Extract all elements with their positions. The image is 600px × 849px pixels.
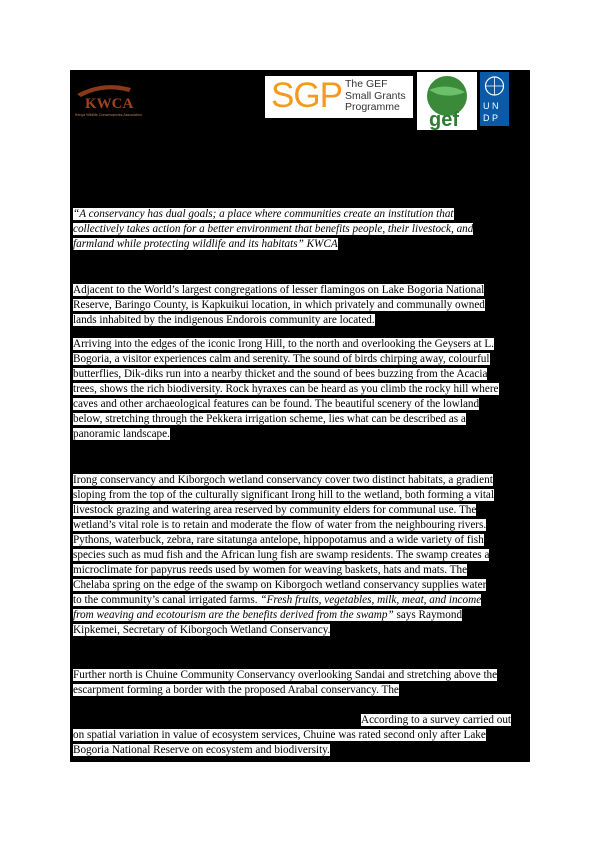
- para3-line-7: microclimate for papyrus reeds used by women for weaving baskets, hats and mats. The: [73, 564, 468, 576]
- para5-line-1: According to a survey carried out: [361, 714, 512, 726]
- undp-line-2: D P: [483, 113, 499, 123]
- sgp-logo: [265, 76, 413, 118]
- kwca-logo-text: KWCA: [85, 96, 134, 112]
- quote-line-3: farmland while protecting wildlife and its habitats” KWCA: [73, 238, 338, 250]
- para3-line-4: wetland’s vital role is to retain and moderate the flow of water from the neighbouring rivers.: [73, 519, 487, 531]
- para3-quote-part-1: “Fresh fruits, vegetables, milk, meat, and income: [260, 594, 482, 606]
- quote-line-2: collectively takes action for a better environment that benefits people, their livestock, and: [73, 223, 474, 235]
- para5-line-2: on spatial variation in value of ecosystem services, Chuine was rated second only after Lake: [73, 729, 486, 741]
- para4-line-2: escarpment forming a border with the proposed Arabal conservancy. The: [73, 684, 399, 696]
- para3-line-8: Chelaba spring on the edge of the swamp on Kiborgoch wetland conservancy supplies water: [73, 579, 487, 591]
- gef-logo: [417, 72, 477, 130]
- svg-text:Kenya Wildlife Conservancies A: Kenya Wildlife Conservancies Association: [75, 113, 142, 117]
- para2-line-2: Bogoria, a visitor experiences calm and serenity. The sound of birds chirping away, colourful: [73, 353, 490, 365]
- quote-line-1: “A conservancy has dual goals; a place where communities create an institution that: [73, 208, 454, 220]
- undp-logo: [480, 72, 509, 126]
- para2-line-1: Arriving into the edges of the iconic Irong Hill, to the north and overlooking the Geysers at L.: [73, 338, 494, 350]
- para2-line-4: trees, shows the rich biodiversity. Rock hyraxes can be heard as you climb the rocky hill where: [73, 383, 499, 395]
- para1-line-1: Adjacent to the World’s largest congregations of lesser flamingos on Lake Bogoria National: [73, 284, 485, 296]
- sgp-letters: SGP: [271, 76, 342, 115]
- para3-line-9: to the community’s canal irrigated farms. “Fresh fruits, vegetables, milk, meat, and income: [73, 594, 482, 606]
- para3-line-10: from weaving and ecotourism are the benefits derived from the swamp” says Raymond: [73, 609, 463, 621]
- para3-line-2: sloping from the top of the culturally significant Irong hill to the wetland, both forming a vital: [73, 489, 495, 501]
- sgp-line-3: Programme: [345, 101, 400, 113]
- para5-line-3: Bogoria National Reserve on ecosystem and biodiversity.: [73, 744, 330, 756]
- gef-text: gef: [429, 109, 459, 130]
- para3-line-1: Irong conservancy and Kiborgoch wetland conservancy cover two distinct habitats, a gradient: [73, 474, 493, 486]
- para4-line-1: Further north is Chuine Community Conservancy overlooking Sandai and stretching above the: [73, 669, 498, 681]
- undp-line-1: U N: [483, 101, 499, 111]
- para3-line-5: Pythons, waterbuck, zebra, rare sitatunga antelope, hippopotamus and a wide variety of fish: [73, 534, 484, 546]
- kwca-logo: [73, 76, 161, 120]
- para2-line-7: panoramic landscape.: [73, 428, 170, 440]
- para2-line-5: caves and other archaeological features can be found. The beautiful scenery of the lowland: [73, 398, 480, 410]
- para3-line-3: livestock grazing and watering area reserved by community elders for communal use. The: [73, 504, 477, 516]
- para3-line-11: Kipkemei, Secretary of Kiborgoch Wetland Conservancy.: [73, 624, 331, 636]
- sgp-line-1: The GEF: [345, 78, 388, 90]
- sgp-line-2: Small Grants: [345, 89, 406, 102]
- para3-line-6: species such as mud fish and the African lung fish are swamp residents. The swamp creates a: [73, 549, 490, 561]
- para1-line-2: Reserve, Baringo County, is Kapkuikui location, in which privately and communally owned: [73, 299, 485, 311]
- para2-line-6: below, stretching through the Pekkera irrigation scheme, lies what can be described as a: [73, 413, 466, 425]
- para2-line-3: butterflies, Dik-diks run into a nearby thicket and the sound of bees buzzing from the Acacia: [73, 368, 488, 380]
- para1-line-3: lands inhabited by the indigenous Endorois community are located.: [73, 314, 375, 326]
- para3-quote-part-2: from weaving and ecotourism are the benefits derived from the swamp”: [73, 609, 394, 621]
